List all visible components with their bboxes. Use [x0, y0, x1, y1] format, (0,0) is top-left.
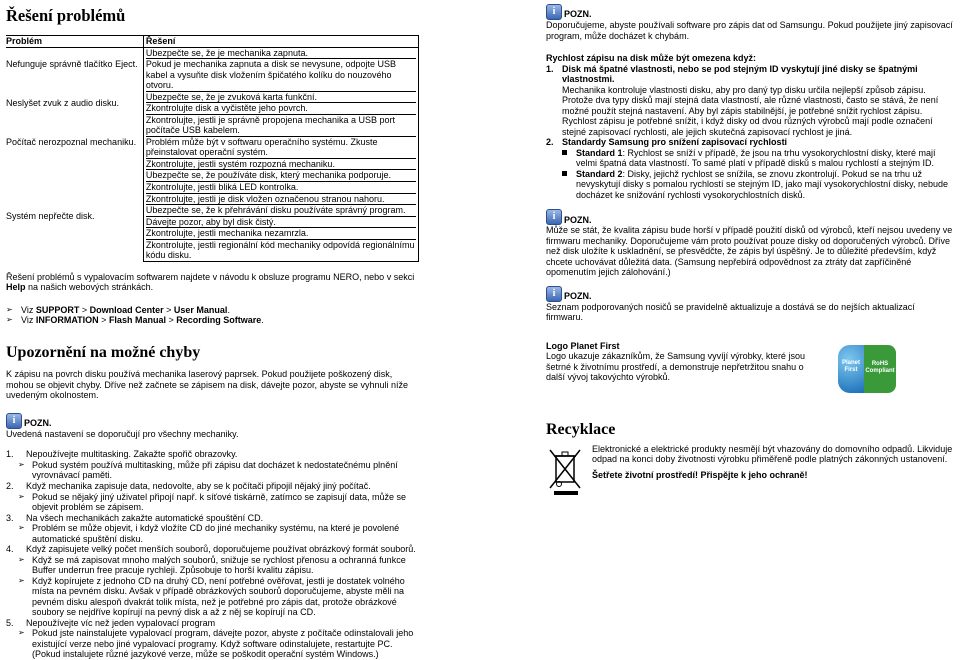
solution-cell: Zkontrolujte, jestli regionální kód mechaniky odpovídá regionálnímu kódu disku. [145, 239, 415, 261]
problem-cell [6, 47, 143, 59]
right-column [546, 0, 954, 480]
problem-cell: Systém nepřečte disk. [6, 210, 95, 221]
list-item: 5. Nepoužívejte víc než jeden vypalovací program [6, 617, 216, 628]
recycling-slogan: Šetřete životní prostředí! Přispějte k jeho ochraně! [592, 469, 808, 480]
note-header: i POZN. [546, 4, 954, 20]
list-item: 3. Na všech mechanikách zakažte automatické spouštění CD. [6, 512, 264, 523]
solution-cell: Dávejte pozor, aby byl disk čistý. [146, 217, 416, 229]
problem-cell: Nefunguje správně tlačítko Eject. [6, 59, 138, 70]
recycling-text: Elektronické a elektrické produkty nesmějí být vhazovány do domovního odpadů. Likviduje odpad na konci doby životnosti výrobku přiměřeně podle platných zákonných ustanovení. [592, 443, 953, 465]
list-subitem: ➢ Pokud jste nainstalujete vypalovací program, dávejte pozor, abyste z počítače odinstalovali jeho existující verze nebo jiné vypalovací programy. Když software odinstalujete, restartujte PC. (Pokud instalujete různé jazykové verze, může se poškodit operační systém Windows.) [6, 628, 419, 660]
note-text: Doporučujeme, abyste používali software pro zápis dat od Samsungu. Pokud použijete jiný zapisovací program, může docházet k chybám. [546, 20, 953, 41]
note-header: i POZN. [546, 286, 954, 302]
troubleshooting-table [6, 35, 419, 261]
info-icon: i [546, 286, 562, 302]
solution-cell: Zkontrolujte, jestli bliká LED kontrolka. [146, 182, 416, 194]
info-icon: i [546, 4, 562, 20]
link-path-support: ➢ Viz SUPPORT > Download Center > User Manual. [6, 305, 419, 316]
solution-cell: Zkontrolujte, jestli systém rozpozná mechaniku. [146, 159, 416, 171]
solution-cell: Ubezpečte se, že k přehrávání disku používáte správný program. [146, 205, 416, 217]
solution-cell: Zkontrolujte, jestli je disk vložen označenou stranou nahoru. [146, 194, 416, 206]
warnings-list [6, 449, 419, 659]
left-column [6, 0, 419, 660]
list-subitem: ➢ Problém se může objevit, i když vložíte CD do jiné mechaniky systému, na které je povolené automatické spuštění disku. [6, 523, 419, 544]
speed-paragraph: Rychlost zápisu je potřebné snížit, i když disky od dvou různých výrobců mají podle označení stejné zapisovací rychlosti, ale jejich skutečná zapisovací rychlost je jiná. [562, 116, 933, 137]
standard-2: Standard 2: Disky, jejichž rychlost se snížila, se znovu zkontrolují. Pokud se na trhu už nevyskytují disky s pomalou rychlostí se stejným ID, jako mají vysokorychlostní disky, nebude docházet ke snižování rychlosti vysokorychlostních disků. [546, 169, 954, 201]
nero-paragraph: Řešení problémů s vypalovacím softwarem najdete v návodu k obsluze programu NERO, nebo v sekci Help na našich webových stránkách. [6, 271, 415, 293]
solution-cell: Zkontrolujte, jestli je správně propojena mechanika a USB port počítače USB kabelem. [146, 115, 416, 137]
col-header-solution: Řešení [143, 36, 418, 48]
solution-cell: Pokud je mechanika zapnuta a disk se nevysune, odpojte USB kabel a vysuňte disk vložením špičatého kolíku do nouzového otvoru. [146, 59, 416, 92]
logo-heading: Logo Planet First [546, 340, 620, 351]
list-subitem: ➢ Když kopírujete z jednoho CD na druhý CD, není potřebné ověřovat, jestli je dostatek volného místa na pevném disku. Avšak v případě obrázkových souborů doporučujeme, abyste měli na pevném disku alespoň dvakrát tolik místa, než je potřebné pro zápis dat, protože obrázkové soubory se nejdříve kopírují na pevný disk a až z něj se kopírují na CD. [6, 576, 419, 618]
list-item: 4. Když zapisujete velký počet menších souborů, doporučujeme používat obrázkový formát souborů. [6, 544, 416, 555]
planet-first-section [546, 341, 954, 389]
speed-heading: Rychlost zápisu na disk může být omezena když: [546, 53, 757, 64]
note-header: i POZN. [6, 413, 419, 429]
list-subitem: ➢ Když se má zapisovat mnoho malých souborů, snižuje se rychlost přenosu a ochranná funkce Buffer underrun free pracuje rychleji. Způsobuje to horší kvalitu zápisu. [6, 555, 419, 576]
solution-cell: Zkontrolujte disk a vyčistěte jeho povrch. [146, 103, 416, 115]
link-path-information: ➢ Viz INFORMATION > Flash Manual > Recording Software. [6, 315, 419, 326]
crossed-bin-icon [546, 446, 586, 496]
speed-item-2: 2. Standardy Samsung pro snížení zapisovací rychlosti [546, 137, 788, 148]
logo-text: Logo ukazuje zákazníkům, že Samsung vyvíjí výrobky, které jsou šetrné k životnímu prostředí, a demonstruje nepřetržitou snahu o další vývoj takovýchto výrobků. [546, 351, 805, 383]
speed-paragraph: Mechanika kontroluje vlastnosti disku, aby pro daný typ disku určila nejlepší způsob zápisu. [562, 84, 926, 95]
speed-paragraph: Protože dva typy disků mají stejná data vlastností, ale různé vlastnosti, často se stává, že není možné použít stejná nastavení. Aby byl zápis stabilnější, je potřebné snížit rychlost zápisu. [562, 95, 939, 116]
warnings-heading: Upozornění na možné chyby [6, 343, 201, 361]
problem-cell: Počítač nerozpoznal mechaniku. [6, 137, 137, 148]
recycling-section [546, 444, 954, 481]
standard-1: Standard 1: Rychlost se sníží v případě, že jsou na trhu vysokorychlostní disky, které mají velmi špatná data vlastností. To samé platí v případě disků s malou rychlostí a stejným ID. [546, 148, 954, 169]
speed-item-1: 1. Disk má špatné vlastnosti, nebo se pod stejným ID vyskytují jiné disky se špatnými vlastnostmi. [546, 63, 918, 85]
recycling-heading: Recyklace [546, 420, 616, 438]
note-text: Uvedená nastavení se doporučují pro všechny mechaniky. [6, 428, 239, 439]
list-subitem: ➢ Pokud se nějaký jiný uživatel připojí např. k síťové tiskárně, zatímco se zapisují data, může se objevit problém se zápisem. [6, 492, 419, 513]
note-text: Může se stát, že kvalita zápisu bude horší v případě použití disků od výrobců, kteří nejsou uvedeny ve firmwaru mechaniky. Doporučujeme vám proto používat pouze disky od doporučených výrobců. Dříve než disk uložíte k uskladnění, se přesvědčte, že zápis byl úspěšný. Je to důležité především, když chcete uchovávat důležitá data. (Samsung nepřebírá odpovědnost za ztráty dat zapříčiněné opomenutím jejich zálohování.) [546, 225, 953, 278]
list-subitem: ➢ Pokud systém používá multitasking, může při zápisu dat docházet k nedostatečnému plnění vyrovnávací paměti. [6, 460, 419, 481]
planet-first-logo: Planet First RoHS Compliant [838, 345, 896, 393]
solution-cell: Ubezpečte se, že používáte disk, který mechanika podporuje. [146, 170, 416, 182]
solution-cell: Zkontrolujte, jestli mechanika nezamrzla. [146, 228, 416, 240]
col-header-problem: Problém [6, 36, 143, 48]
list-item: 2. Když mechanika zapisuje data, nedovolte, aby se k počítači připojil nějaký jiný počítač. [6, 481, 371, 491]
solution-cell: Ubezpečte se, že je zvuková karta funkční. [146, 92, 416, 104]
troubleshooting-heading: Řešení problémů [6, 6, 126, 25]
list-item: 1. Nepoužívejte multitasking. Zakažte spořič obrazovky. [6, 449, 238, 460]
note-text: Seznam podporovaných nosičů se pravidelně aktualizuje a dostává se do nejších aktualizací firmwaru. [546, 301, 915, 323]
solution-cell: Ubezpečte se, že je mechanika zapnuta. [146, 48, 416, 60]
info-icon: i [6, 413, 22, 429]
warnings-intro: K zápisu na povrch disku používá mechanika laserový paprsek. Pokud použijete poškozený disk, mohou se objevit chyby. Dříve než začnete se zápisem na disk, dávejte pozor, abyste se vyhnuli níže uvedeným okolnostem. [6, 369, 409, 401]
info-icon: i [546, 209, 562, 225]
solution-cell: Problém může být v softwaru operačního systému. Zkuste přeinstalovat operační systém. [146, 137, 416, 159]
note-header: i POZN. [546, 209, 954, 225]
problem-cell: Neslyšet zvuk z audio disku. [6, 98, 120, 109]
